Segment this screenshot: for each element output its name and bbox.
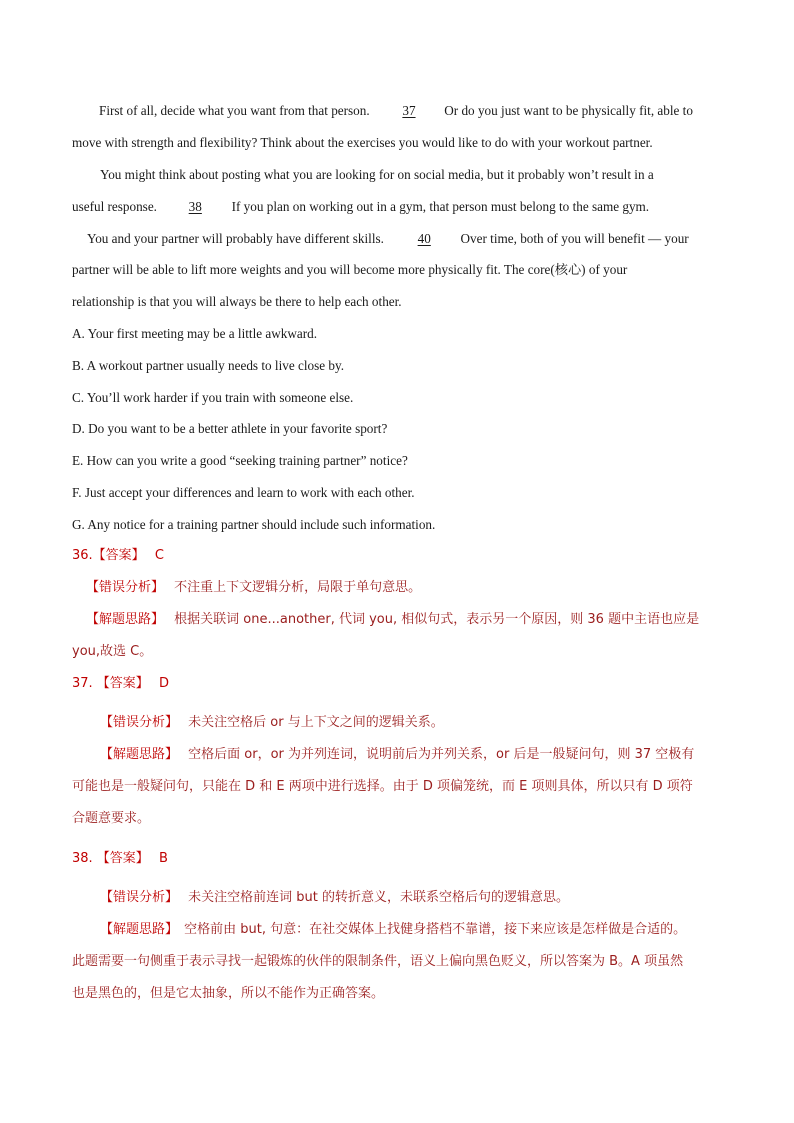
answer-label: 38. 【答案】 xyxy=(72,851,149,866)
solution-idea-label: 【解题思路】 xyxy=(100,747,179,762)
option-c: C. You’ll work harder if you train with someone else. xyxy=(72,390,354,405)
solution-idea-text: 空格后面 or，or 为并列连词，说明前后为并列关系，or 后是一般疑问句，则 37 空极有 xyxy=(188,747,695,762)
option-e: E. How can you write a good “seeking training partner” notice? xyxy=(72,453,408,468)
answer-37-heading xyxy=(72,675,169,693)
passage-text: useful response. xyxy=(72,199,157,214)
passage-line xyxy=(72,198,649,216)
solution-idea-38-cont: 此题需要一句侧重于表示寻找一起锻炼的伙伴的限制条件，语义上偏向黑色贬义，所以答案为 B。A 项虽然 xyxy=(72,954,684,969)
solution-idea-37-cont: 合题意要求。 xyxy=(72,811,151,826)
option-b: B. A workout partner usually needs to live close by. xyxy=(72,358,345,373)
solution-idea-37 xyxy=(100,746,694,764)
passage-line: partner will be able to lift more weights and you will become more physically fit. The core(核心) of your xyxy=(72,262,628,277)
answer-value: D xyxy=(158,676,169,691)
solution-idea-text: 根据关联词 one...another, 代词 you, 相似句式，表示另一个原因，则 36 题中主语也应是 xyxy=(174,612,700,627)
solution-idea-36 xyxy=(86,611,699,629)
option-f: F. Just accept your differences and learn to work with each other. xyxy=(72,485,415,500)
solution-idea-text: 空格前由 but, 句意：在社交媒体上找健身搭档不靠谱，接下来应该是怎样做是合适的。 xyxy=(184,922,687,937)
answer-label: 37. 【答案】 xyxy=(72,676,149,691)
error-analysis-text: 未关注空格前连词 but 的转折意义，未联系空格后句的逻辑意思。 xyxy=(188,890,570,905)
solution-idea-37-cont: 可能也是一般疑问句，只能在 D 和 E 两项中进行选择。由于 D 项偏笼统，而 E 项则具体，所以只有 D 项符 xyxy=(72,779,693,794)
error-analysis-text: 未关注空格后 or 与上下文之间的逻辑关系。 xyxy=(188,715,444,730)
passage-line: relationship is that you will always be there to help each other. xyxy=(72,294,402,309)
option-a: A. Your first meeting may be a little awkward. xyxy=(72,326,318,341)
error-analysis-36 xyxy=(86,579,421,597)
error-analysis-37 xyxy=(100,714,444,732)
passage-text: Over time, both of you will benefit — your xyxy=(460,231,689,246)
passage-text: First of all, decide what you want from that person. xyxy=(99,103,370,118)
error-analysis-label: 【错误分析】 xyxy=(100,715,179,730)
passage-line xyxy=(99,102,693,120)
answer-label: 36.【答案】 xyxy=(72,548,145,563)
option-g: G. Any notice for a training partner should include such information. xyxy=(72,517,436,532)
passage-line: You might think about posting what you are looking for on social media, but it probably won’t result in a xyxy=(100,167,654,182)
answer-38-heading xyxy=(72,850,168,868)
solution-idea-label: 【解题思路】 xyxy=(86,612,165,627)
blank-38: 38 xyxy=(188,199,202,214)
solution-idea-label: 【解题思路】 xyxy=(100,922,179,937)
error-analysis-38 xyxy=(100,889,569,907)
blank-37: 37 xyxy=(402,103,416,118)
passage-line xyxy=(87,230,689,248)
solution-idea-38-cont: 也是黑色的，但是它太抽象，所以不能作为正确答案。 xyxy=(72,986,385,1001)
error-analysis-label: 【错误分析】 xyxy=(86,580,165,595)
solution-idea-38 xyxy=(100,921,686,939)
passage-line: move with strength and flexibility? Think about the exercises you would like to do with your workout partner. xyxy=(72,135,653,150)
error-analysis-text: 不注重上下文逻辑分析，局限于单句意思。 xyxy=(174,580,422,595)
answer-value: C xyxy=(154,548,164,563)
passage-text: Or do you just want to be physically fit, able to xyxy=(444,103,693,118)
solution-idea-36-cont: you,故选 C。 xyxy=(72,644,153,659)
blank-40: 40 xyxy=(417,231,431,246)
passage-text: If you plan on working out in a gym, that person must belong to the same gym. xyxy=(231,199,650,214)
answer-value: B xyxy=(158,851,168,866)
answer-36-heading xyxy=(72,547,164,565)
option-d: D. Do you want to be a better athlete in your favorite sport? xyxy=(72,421,388,436)
passage-text: You and your partner will probably have different skills. xyxy=(87,231,384,246)
error-analysis-label: 【错误分析】 xyxy=(100,890,179,905)
